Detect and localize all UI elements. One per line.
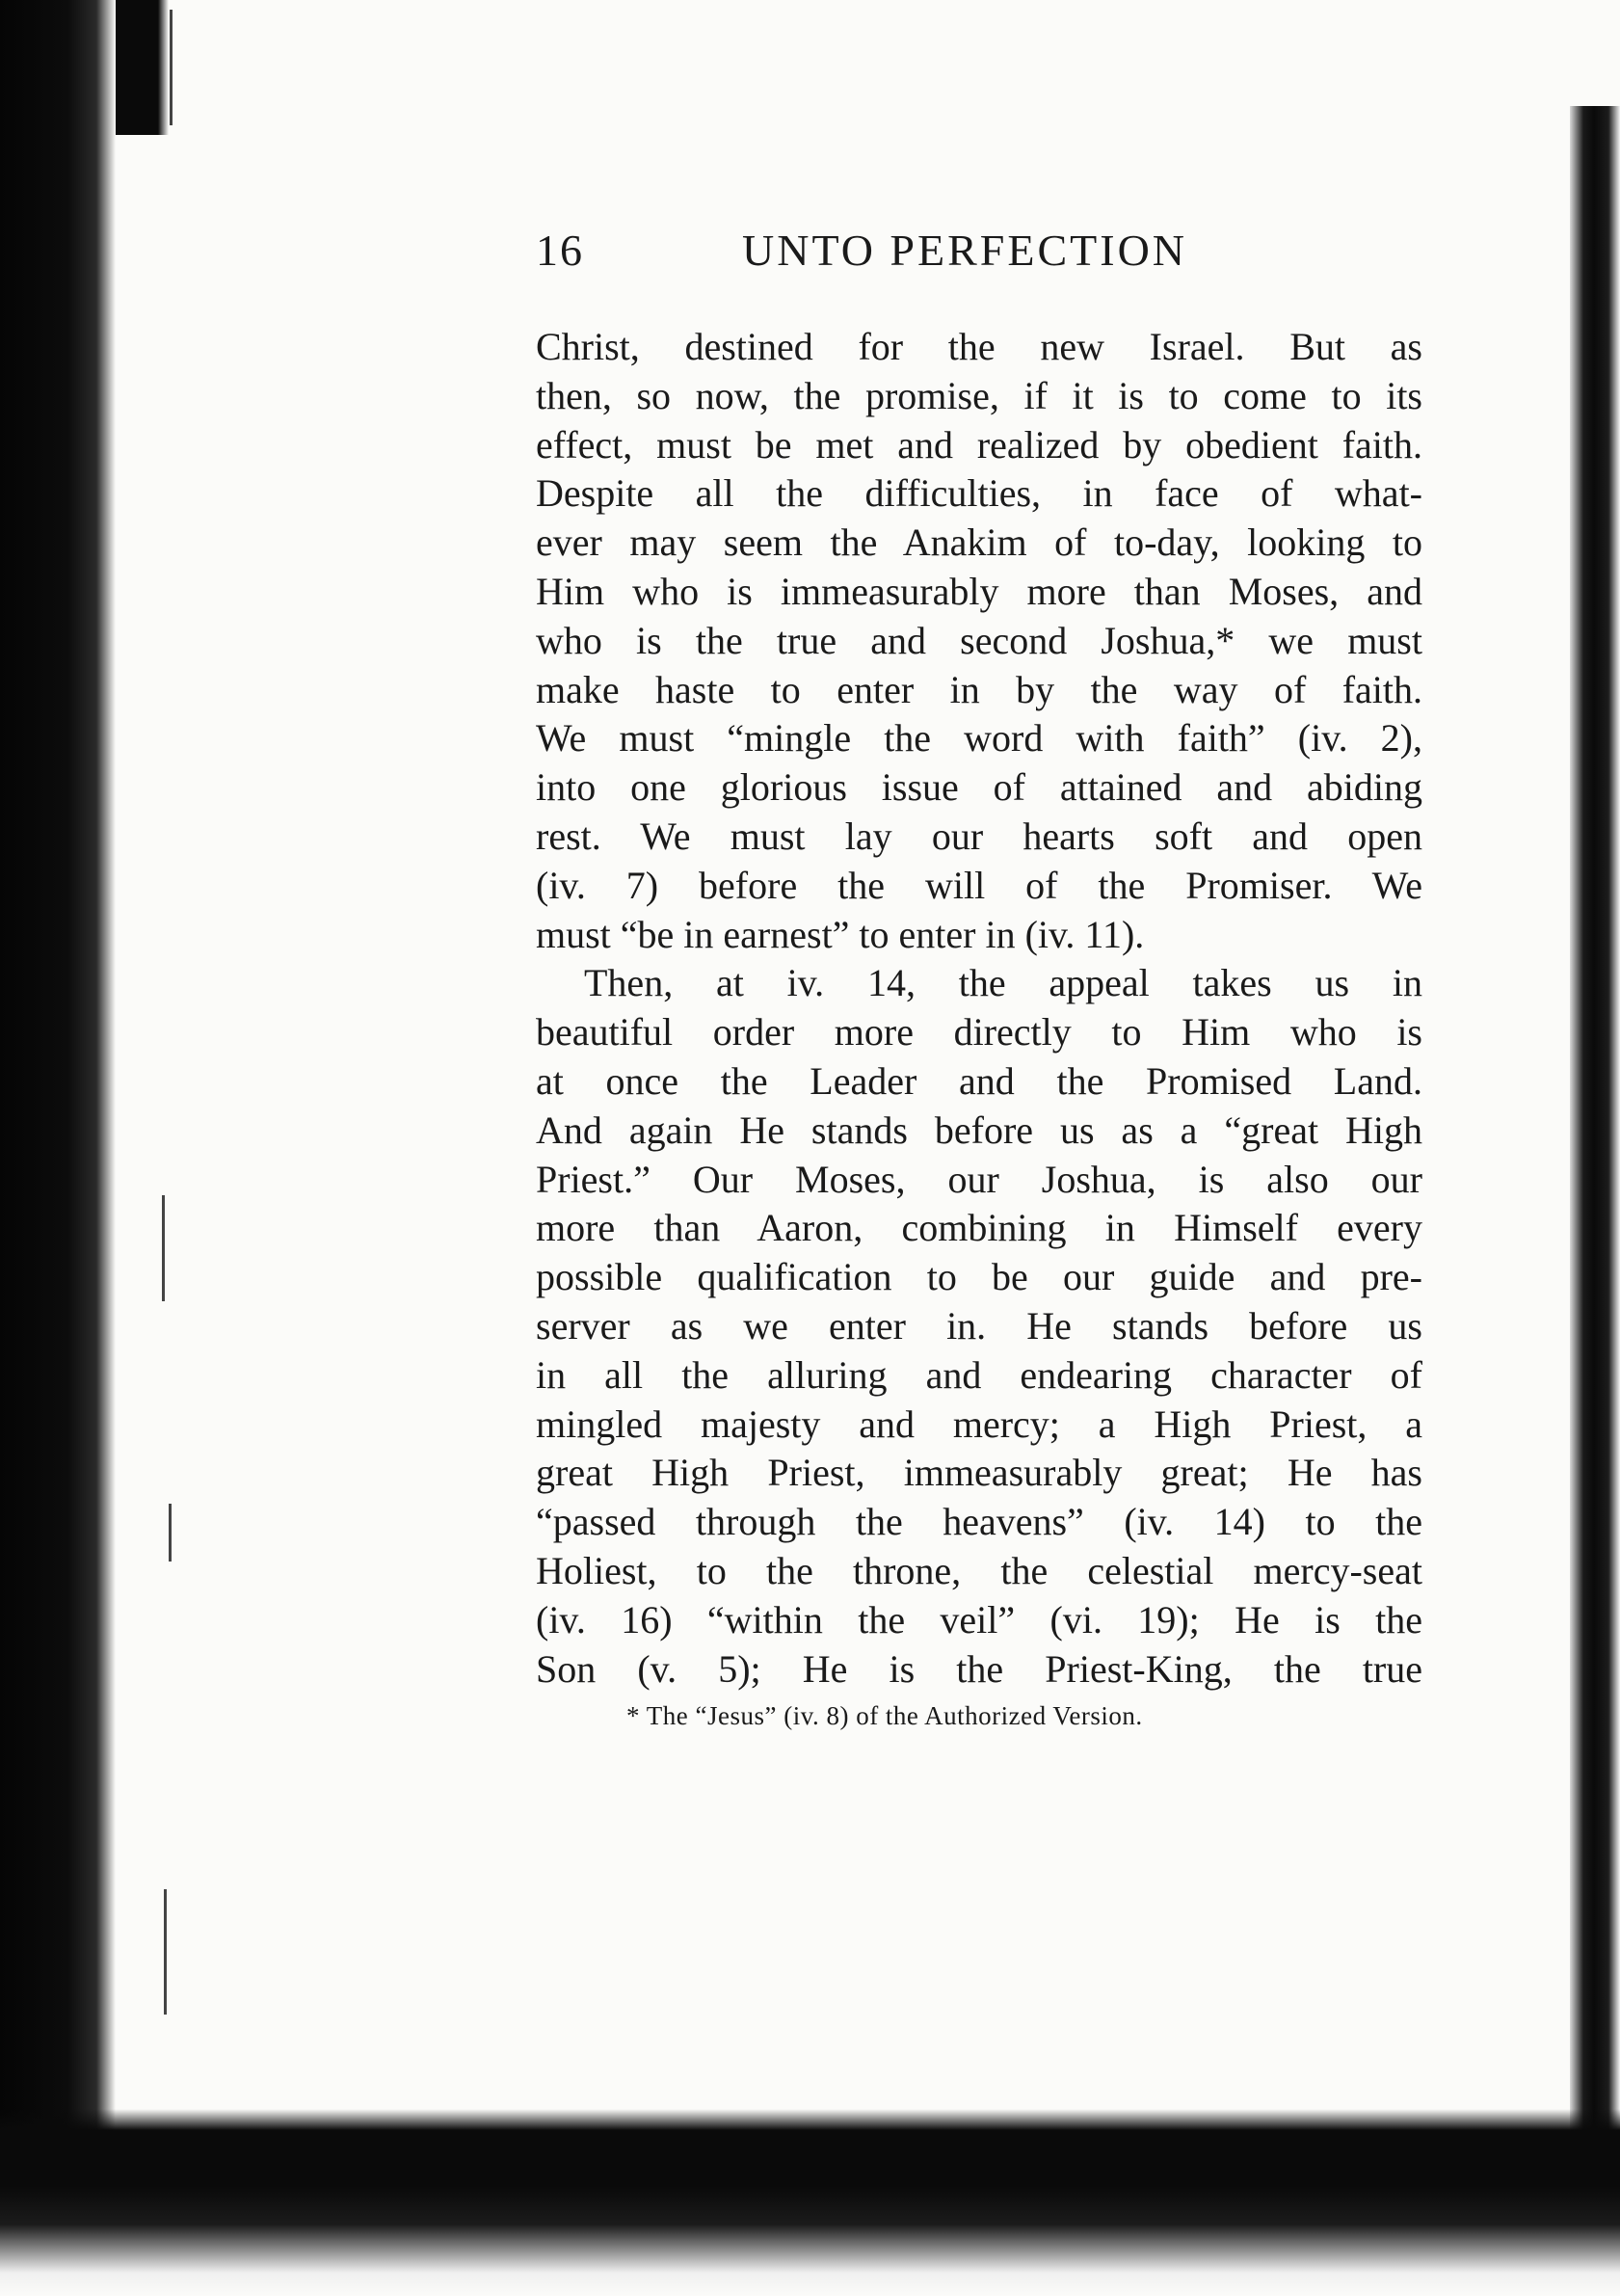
text-line: Christ, destined for the new Israel. But as [536, 325, 1422, 368]
text-line: Holiest, to the throne, the celestial mercy-seat [536, 1548, 1422, 1592]
text-line: must “be in earnest” to enter in (iv. 11). [536, 912, 1145, 956]
running-head [536, 222, 1210, 280]
text-line: into one glorious issue of attained and abiding [536, 765, 1422, 810]
scan-edge-bottom [0, 2109, 1620, 2296]
text-line: ever may seem the Anakim of to-day, looking to [536, 521, 1422, 565]
text-line: effect, must be met and realized by obedient faith. [536, 422, 1422, 467]
text-line: mingled majesty and mercy; a High Priest, a [536, 1402, 1422, 1446]
text-line: at once the Leader and the Promised Land. [536, 1058, 1422, 1103]
text-line: more than Aaron, combining in Himself every [536, 1206, 1422, 1250]
text-line: in all the alluring and endearing character of [536, 1352, 1422, 1397]
text-line: beautiful order more directly to Him who is [536, 1010, 1422, 1055]
page-number: 16 [536, 226, 584, 275]
scan-fleck [169, 1504, 172, 1562]
text-line: Him who is immeasurably more than Moses, and [536, 569, 1422, 613]
text-line: And again He stands before us as a “great High [536, 1108, 1422, 1152]
text-line: make haste to enter in by the way of faith. [536, 667, 1422, 711]
text-line: rest. We must lay our hearts soft and open [536, 814, 1422, 858]
scan-edge-right-top [1562, 0, 1620, 106]
scan-fleck [164, 1889, 167, 2015]
footnote: * The “Jesus” (iv. 8) of the Authorized Version. [626, 1701, 1143, 1730]
running-title: UNTO PERFECTION [742, 226, 1188, 275]
text-line: Despite all the difficulties, in face of what- [536, 471, 1422, 516]
text-line: who is the true and second Joshua,* we must [536, 618, 1422, 662]
text-line: Priest.” Our Moses, our Joshua, is also our [536, 1157, 1422, 1201]
scan-edge-left-notch [116, 0, 169, 135]
text-line: Then, at iv. 14, the appeal takes us in [584, 961, 1422, 1005]
text-line: (iv. 16) “within the veil” (vi. 19); He is the [536, 1597, 1422, 1642]
text-line: Son (v. 5); He is the Priest-King, the true [536, 1646, 1422, 1691]
text-line: possible qualification to be our guide and pre- [536, 1255, 1422, 1299]
text-line: (iv. 7) before the will of the Promiser. We [536, 863, 1422, 907]
text-line: We must “mingle the word with faith” (iv. 2), [536, 716, 1422, 761]
body-text [536, 323, 1422, 1694]
scan-edge-right [1570, 0, 1620, 2296]
text-line: “passed through the heavens” (iv. 14) to the [536, 1500, 1422, 1544]
scan-fleck [170, 10, 173, 125]
text-line: then, so now, the promise, if it is to come to its [536, 373, 1422, 417]
scan-fleck [162, 1195, 165, 1301]
scan-edge-left [0, 0, 116, 2217]
text-line: server as we enter in. He stands before us [536, 1303, 1422, 1348]
text-line: great High Priest, immeasurably great; He has [536, 1451, 1422, 1495]
